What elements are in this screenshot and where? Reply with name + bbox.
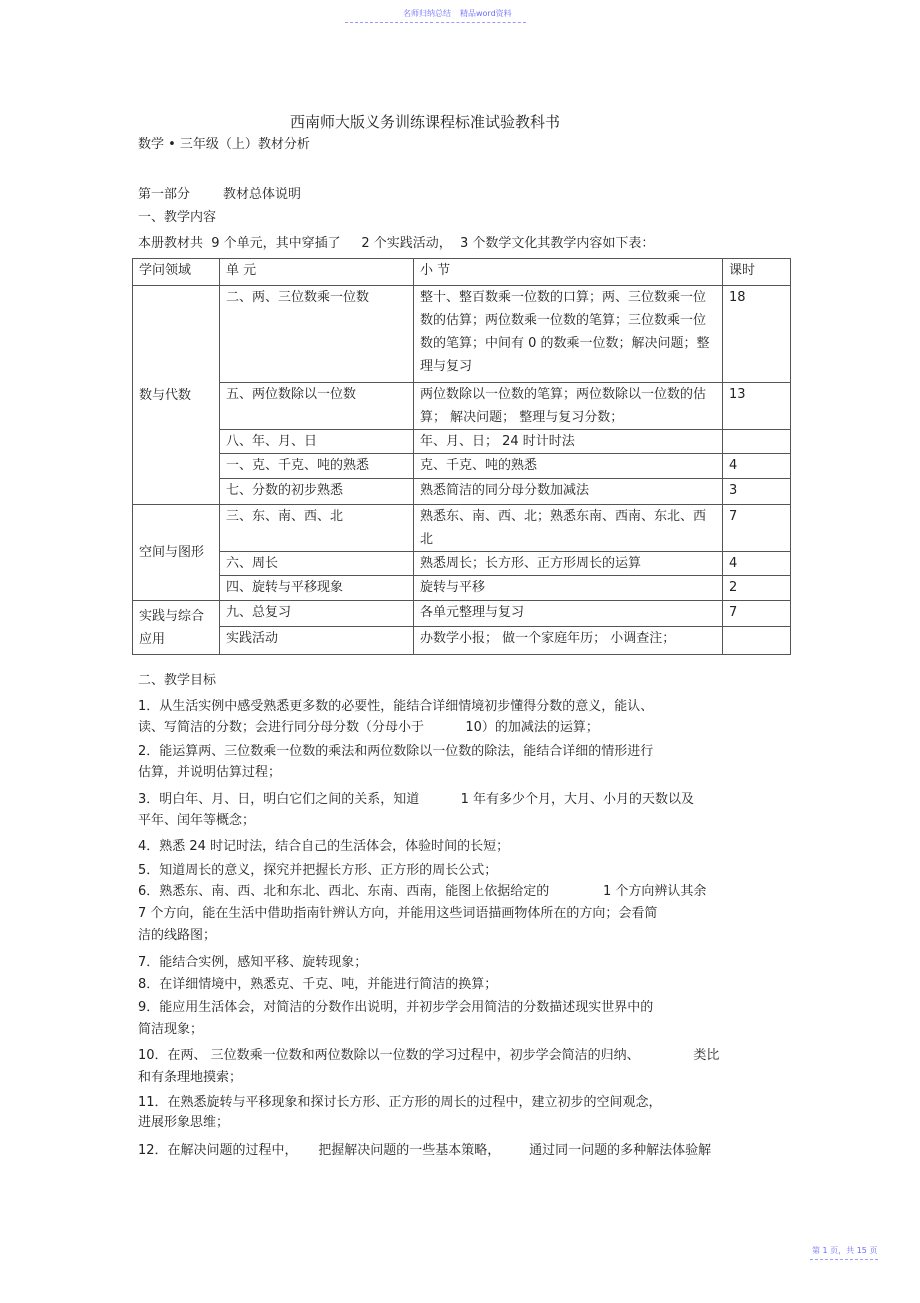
table-row [133, 479, 791, 505]
goal-line: 7．能结合实例，感知平移、旋转现象； [138, 955, 368, 970]
table-row [133, 576, 791, 601]
section-cell: 熟悉周长；长方形、正方形周长的运算 [414, 552, 723, 576]
goal-line: 8．在详细情境中，熟悉克、千克、吨，并能进行简洁的换算； [138, 977, 498, 992]
goal-line: 洁的线路图； [138, 928, 217, 943]
goal-line: 和有条理地摸索； [138, 1070, 243, 1085]
header-divider [436, 22, 526, 23]
content-table [132, 258, 791, 655]
goal-line: 简洁现象； [138, 1022, 204, 1037]
section-cell: 办数学小报； 做一个家庭年历； 小调查注； [414, 627, 723, 655]
header-left: 名师归纳总结 [403, 9, 451, 18]
header-cell: 学问领域 [133, 259, 220, 286]
category-cell: 数与代数 [133, 286, 220, 505]
hours-cell: 13 [723, 383, 791, 430]
unit-cell: 六、周长 [220, 552, 414, 576]
goal-line: 估算，并说明估算过程； [138, 765, 282, 780]
header-cell: 单 元 [220, 259, 414, 286]
section-heading: 一、教学内容 [138, 210, 217, 225]
unit-cell: 九、总复习 [220, 601, 414, 627]
table-row [133, 627, 791, 655]
header-divider [345, 22, 433, 23]
goal-line: 3．明白年、月、日，明白它们之间的关系，知道 1 年有多少个月，大月、小月的天数以及 [138, 792, 694, 807]
section-heading: 二、教学目标 [138, 673, 217, 688]
goal-line: 10．在两、 三位数乘一位数和两位数除以一位数的学习过程中，初步学会简洁的归纳、 类比 [138, 1048, 720, 1063]
table-row [133, 383, 791, 430]
table-row [133, 286, 791, 383]
goal-line: 6．熟悉东、南、西、北和东北、西北、东南、西南，能图上依据给定的 1 个方向辨认其余 [138, 884, 707, 899]
unit-cell: 一、克、千克、吨的熟悉 [220, 454, 414, 479]
section-cell: 熟悉东、南、西、北；熟悉东南、西南、东北、西北 [414, 505, 723, 552]
hours-cell: 3 [723, 479, 791, 505]
unit-cell: 八、年、月、日 [220, 430, 414, 454]
header-cell: 课时 [723, 259, 791, 286]
page-number: 第 1 页，共 15 页 [812, 1246, 878, 1255]
section-cell: 各单元整理与复习 [414, 601, 723, 627]
unit-cell: 五、两位数除以一位数 [220, 383, 414, 430]
footer-divider [810, 1259, 878, 1260]
section-cell: 两位数除以一位数的笔算；两位数除以一位数的估算； 解决问题； 整理与复习分数； [414, 383, 723, 430]
goal-line: 读、写简洁的分数；会进行同分母分数（分母小于 10）的加减法的运算； [138, 720, 599, 735]
table-row [133, 430, 791, 454]
goal-line: 7 个方向，能在生活中借助指南针辨认方向，并能用这些词语描画物体所在的方向；会看简 [138, 906, 658, 921]
unit-cell: 三、东、南、西、北 [220, 505, 414, 552]
section-cell: 克、千克、吨的熟悉 [414, 454, 723, 479]
table-row [133, 601, 791, 627]
goal-line: 1．从生活实例中感受熟悉更多数的必要性，能结合详细情境初步懂得分数的意义，能认、 [138, 699, 654, 714]
hours-cell [723, 627, 791, 655]
unit-cell: 七、分数的初步熟悉 [220, 479, 414, 505]
goal-line: 4．熟悉 24 时记时法，结合自己的生活体会，体验时间的长短； [138, 839, 510, 854]
hours-cell: 18 [723, 286, 791, 383]
hours-cell: 7 [723, 601, 791, 627]
table-row [133, 454, 791, 479]
goal-line: 平年、闰年等概念； [138, 813, 256, 828]
table-row [133, 505, 791, 552]
section-cell: 整十、整百数乘一位数的口算；两、三位数乘一位数的估算；两位数乘一位数的笔算；三位数乘一位数的笔算；中间有 0 的数乘一位数；解决问题；整理与复习 [414, 286, 723, 383]
part-heading: 第一部分 教材总体说明 [138, 187, 302, 202]
section-cell: 年、月、日； 24 时计时法 [414, 430, 723, 454]
goal-line: 12．在解决问题的过程中， 把握解决问题的一些基本策略， 通过同一问题的多种解法体验解 [138, 1143, 712, 1158]
doc-title: 西南师大版义务训练课程标准试验教科书 [290, 113, 561, 131]
hours-cell: 4 [723, 454, 791, 479]
unit-cell: 二、两、三位数乘一位数 [220, 286, 414, 383]
table-row [133, 552, 791, 576]
header-cell: 小 节 [414, 259, 723, 286]
section-cell: 旋转与平移 [414, 576, 723, 601]
goal-line: 2．能运算两、三位数乘一位数的乘法和两位数除以一位数的除法，能结合详细的情形进行 [138, 744, 654, 759]
table-header-row [133, 259, 791, 286]
goal-line: 进展形象思维； [138, 1115, 230, 1130]
category-cell: 实践与综合应用 [133, 601, 220, 655]
goal-line: 11．在熟悉旋转与平移现象和探讨长方形、正方形的周长的过程中，建立初步的空间观念， [138, 1095, 662, 1110]
goal-line: 5．知道周长的意义，探究并把握长方形、正方形的周长公式； [138, 863, 498, 878]
unit-cell: 实践活动 [220, 627, 414, 655]
hours-cell: 4 [723, 552, 791, 576]
section-cell: 熟悉简洁的同分母分数加减法 [414, 479, 723, 505]
hours-cell [723, 430, 791, 454]
header-right: 精品word资料 [460, 9, 512, 18]
category-cell: 空间与图形 [133, 505, 220, 601]
goal-line: 9．能应用生活体会，对简洁的分数作出说明，并初步学会用简洁的分数描述现实世界中的 [138, 1000, 654, 1015]
unit-cell: 四、旋转与平移现象 [220, 576, 414, 601]
intro-text: 本册教材共 9 个单元，其中穿插了 2 个实践活动， 3 个数学文化其教学内容如下表： [138, 236, 655, 251]
doc-subtitle: 数学 • 三年级（上）教材分析 [138, 137, 310, 152]
hours-cell: 2 [723, 576, 791, 601]
hours-cell: 7 [723, 505, 791, 552]
